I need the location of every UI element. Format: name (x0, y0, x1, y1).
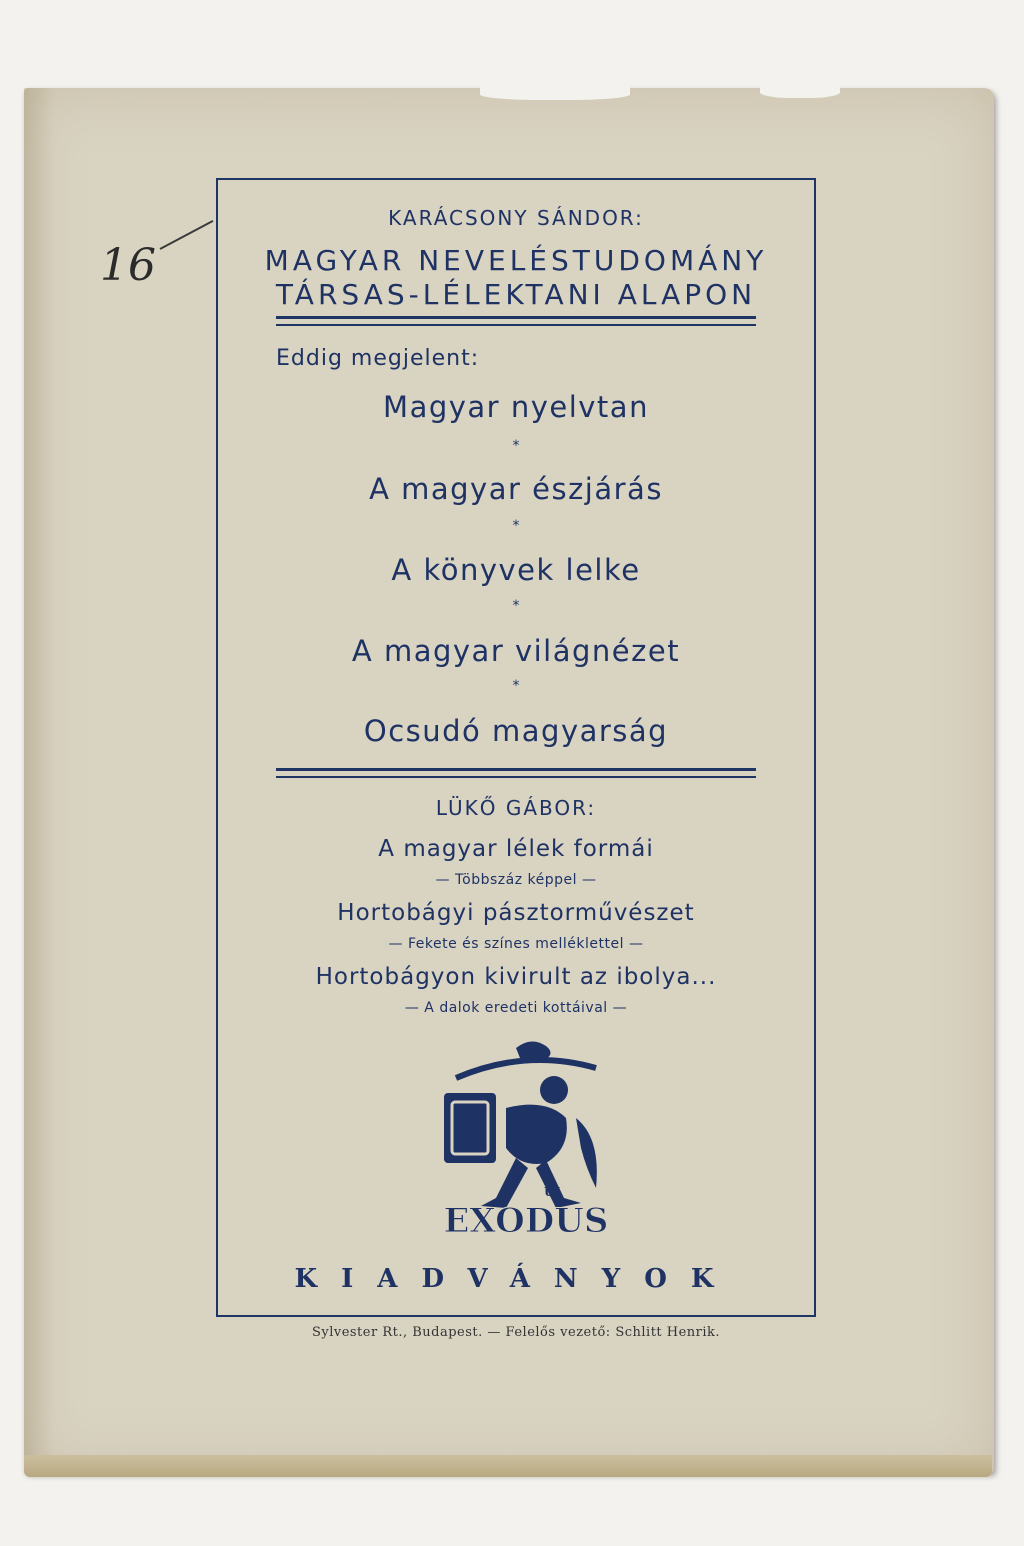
separator-star: * (512, 598, 520, 614)
luko-book-note: — Fekete és színes melléklettel — (388, 936, 644, 952)
advert-frame (216, 178, 816, 1317)
luko-book-note: — A dalok eredeti kottáival — (404, 1000, 628, 1016)
luko-book-note: — Többszáz képpel — (435, 872, 597, 888)
separator-star: * (512, 438, 520, 454)
book-title: A könyvek lelke (391, 553, 641, 587)
separator-star: * (512, 518, 520, 534)
double-rule-top (276, 316, 756, 326)
luko-book-title: A magyar lélek formái (378, 836, 654, 862)
series-title-line-2: TÁRSAS-LÉLEKTANI ALAPON (275, 278, 757, 311)
author-karacsony: KARÁCSONY SÁNDOR: (388, 206, 644, 230)
book-title: Ocsudó magyarság (363, 714, 669, 748)
torn-edge (480, 86, 630, 100)
brand-kiadvanyok: KIADVÁNYOK (294, 1264, 738, 1294)
spine-shadow (24, 88, 54, 1473)
book-page-edge (24, 1455, 992, 1477)
published-label: Eddig megjelent: (276, 346, 480, 371)
logo-text: EXODUS (443, 1201, 609, 1238)
book-title: A magyar világnézet (351, 634, 681, 668)
logo-small-text: ÚJ (544, 1185, 561, 1199)
double-rule-middle (276, 768, 756, 778)
book-title: A magyar észjárás (369, 472, 663, 506)
luko-book-title: Hortobágyon kivirult az ibolya... (315, 964, 717, 990)
handwritten-mark: 16 (100, 240, 156, 291)
torn-edge (760, 84, 840, 98)
exodus-porter-logo-icon (436, 1038, 616, 1238)
book-title: Magyar nyelvtan (383, 390, 649, 424)
printer-imprint: Sylvester Rt., Budapest. — Felelős vezető: Schlitt Henrik. (311, 1325, 721, 1340)
series-title-line-1: MAGYAR NEVELÉSTUDOMÁNY (264, 244, 768, 277)
luko-book-title: Hortobágyi pásztorművészet (337, 900, 695, 926)
author-luko: LÜKŐ GÁBOR: (435, 796, 597, 820)
separator-star: * (512, 678, 520, 694)
